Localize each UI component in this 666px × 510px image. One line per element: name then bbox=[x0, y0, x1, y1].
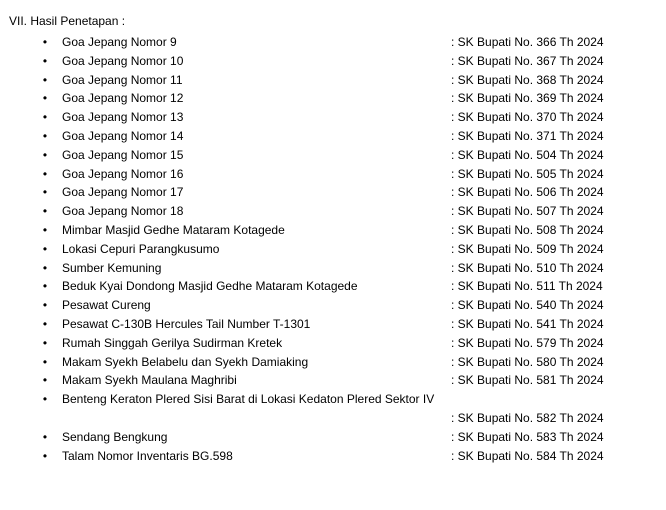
decree-reference: : SK Bupati No. 509 Th 2024 bbox=[451, 241, 604, 256]
list-item bbox=[0, 355, 666, 374]
decree-reference: : SK Bupati No. 366 Th 2024 bbox=[451, 35, 604, 49]
decree-reference: : SK Bupati No. 504 Th 2024 bbox=[451, 147, 604, 162]
heritage-name: Goa Jepang Nomor 18 bbox=[62, 204, 184, 219]
bullet-icon: • bbox=[42, 260, 48, 275]
list-item bbox=[0, 279, 666, 298]
list-item bbox=[0, 185, 666, 204]
list-item bbox=[0, 148, 666, 167]
heritage-name: Benteng Keraton Plered Sisi Barat di Lokasi Kedaton Plered Sektor IV bbox=[62, 392, 435, 407]
heritage-name: Sumber Kemuning bbox=[62, 260, 162, 275]
bullet-icon: • bbox=[42, 53, 48, 68]
list-item bbox=[0, 204, 666, 223]
bullet-icon: • bbox=[42, 91, 48, 106]
bullet-icon: • bbox=[42, 204, 48, 219]
heritage-name: Beduk Kyai Dondong Masjid Gedhe Mataram Kotagede bbox=[62, 279, 358, 294]
decree-reference: : SK Bupati No. 371 Th 2024 bbox=[451, 128, 604, 143]
bullet-icon: • bbox=[42, 147, 48, 162]
heritage-name: Pesawat C-130B Hercules Tail Number T-1301 bbox=[62, 316, 311, 331]
bullet-icon: • bbox=[42, 298, 48, 313]
heritage-name: Mimbar Masjid Gedhe Mataram Kotagede bbox=[62, 222, 285, 237]
heritage-name: Pesawat Cureng bbox=[62, 298, 151, 313]
bullet-icon: • bbox=[42, 316, 48, 331]
decree-reference: : SK Bupati No. 582 Th 2024 bbox=[451, 410, 604, 425]
bullet-icon: • bbox=[42, 35, 48, 49]
heritage-name: Goa Jepang Nomor 16 bbox=[62, 166, 184, 181]
list-item bbox=[0, 449, 666, 468]
list-item bbox=[0, 54, 666, 73]
decree-reference: : SK Bupati No. 584 Th 2024 bbox=[451, 448, 604, 463]
list-item bbox=[0, 261, 666, 280]
heritage-name: Talam Nomor Inventaris BG.598 bbox=[62, 448, 233, 463]
decree-reference: : SK Bupati No. 581 Th 2024 bbox=[451, 373, 604, 388]
bullet-icon: • bbox=[42, 166, 48, 181]
list-item bbox=[0, 73, 666, 92]
heritage-name: Makam Syekh Belabelu dan Syekh Damiaking bbox=[62, 354, 309, 369]
list-item bbox=[0, 129, 666, 148]
list-item bbox=[0, 91, 666, 110]
bullet-icon: • bbox=[42, 392, 48, 407]
decree-reference: : SK Bupati No. 505 Th 2024 bbox=[451, 166, 604, 181]
decree-reference: : SK Bupati No. 579 Th 2024 bbox=[451, 335, 604, 350]
heritage-name: Goa Jepang Nomor 10 bbox=[62, 53, 184, 68]
bullet-icon: • bbox=[42, 72, 48, 87]
list-item bbox=[0, 336, 666, 355]
heritage-name: Goa Jepang Nomor 13 bbox=[62, 110, 184, 125]
heritage-name: Goa Jepang Nomor 12 bbox=[62, 91, 184, 106]
decree-reference: : SK Bupati No. 583 Th 2024 bbox=[451, 429, 604, 444]
bullet-icon: • bbox=[42, 429, 48, 444]
bullet-icon: • bbox=[42, 448, 48, 463]
heritage-name: Rumah Singgah Gerilya Sudirman Kretek bbox=[62, 335, 283, 350]
decree-reference: : SK Bupati No. 580 Th 2024 bbox=[451, 354, 604, 369]
heritage-name: Goa Jepang Nomor 11 bbox=[62, 72, 183, 87]
decree-reference: : SK Bupati No. 510 Th 2024 bbox=[451, 260, 604, 275]
decree-reference: : SK Bupati No. 541 Th 2024 bbox=[451, 316, 604, 331]
bullet-icon: • bbox=[42, 241, 48, 256]
decree-reference: : SK Bupati No. 507 Th 2024 bbox=[451, 204, 604, 219]
bullet-icon: • bbox=[42, 185, 48, 200]
section-heading: VII. Hasil Penetapan : bbox=[9, 14, 126, 28]
bullet-icon: • bbox=[42, 373, 48, 388]
heritage-name: Goa Jepang Nomor 17 bbox=[62, 185, 184, 200]
bullet-icon: • bbox=[42, 279, 48, 294]
heritage-name: Goa Jepang Nomor 14 bbox=[62, 128, 184, 143]
heritage-name: Lokasi Cepuri Parangkusumo bbox=[62, 241, 220, 256]
bullet-icon: • bbox=[42, 110, 48, 125]
bullet-icon: • bbox=[42, 335, 48, 350]
heritage-name: Goa Jepang Nomor 9 bbox=[62, 35, 177, 49]
bullet-icon: • bbox=[42, 354, 48, 369]
decree-reference: : SK Bupati No. 511 Th 2024 bbox=[451, 279, 603, 294]
designation-list bbox=[0, 35, 666, 467]
bullet-icon: • bbox=[42, 128, 48, 143]
decree-reference: : SK Bupati No. 506 Th 2024 bbox=[451, 185, 604, 200]
heritage-name: Makam Syekh Maulana Maghribi bbox=[62, 373, 237, 388]
list-item bbox=[0, 392, 666, 430]
decree-reference: : SK Bupati No. 369 Th 2024 bbox=[451, 91, 604, 106]
list-item bbox=[0, 223, 666, 242]
decree-reference: : SK Bupati No. 540 Th 2024 bbox=[451, 298, 604, 313]
heritage-name: Sendang Bengkung bbox=[62, 429, 168, 444]
list-item bbox=[0, 110, 666, 129]
decree-reference: : SK Bupati No. 368 Th 2024 bbox=[451, 72, 604, 87]
list-item bbox=[0, 430, 666, 449]
decree-reference: : SK Bupati No. 508 Th 2024 bbox=[451, 222, 604, 237]
list-item bbox=[0, 35, 666, 54]
list-item bbox=[0, 167, 666, 186]
list-item bbox=[0, 317, 666, 336]
heritage-name: Goa Jepang Nomor 15 bbox=[62, 147, 184, 162]
list-item bbox=[0, 242, 666, 261]
decree-reference: : SK Bupati No. 367 Th 2024 bbox=[451, 53, 604, 68]
bullet-icon: • bbox=[42, 222, 48, 237]
decree-reference: : SK Bupati No. 370 Th 2024 bbox=[451, 110, 604, 125]
list-item bbox=[0, 298, 666, 317]
